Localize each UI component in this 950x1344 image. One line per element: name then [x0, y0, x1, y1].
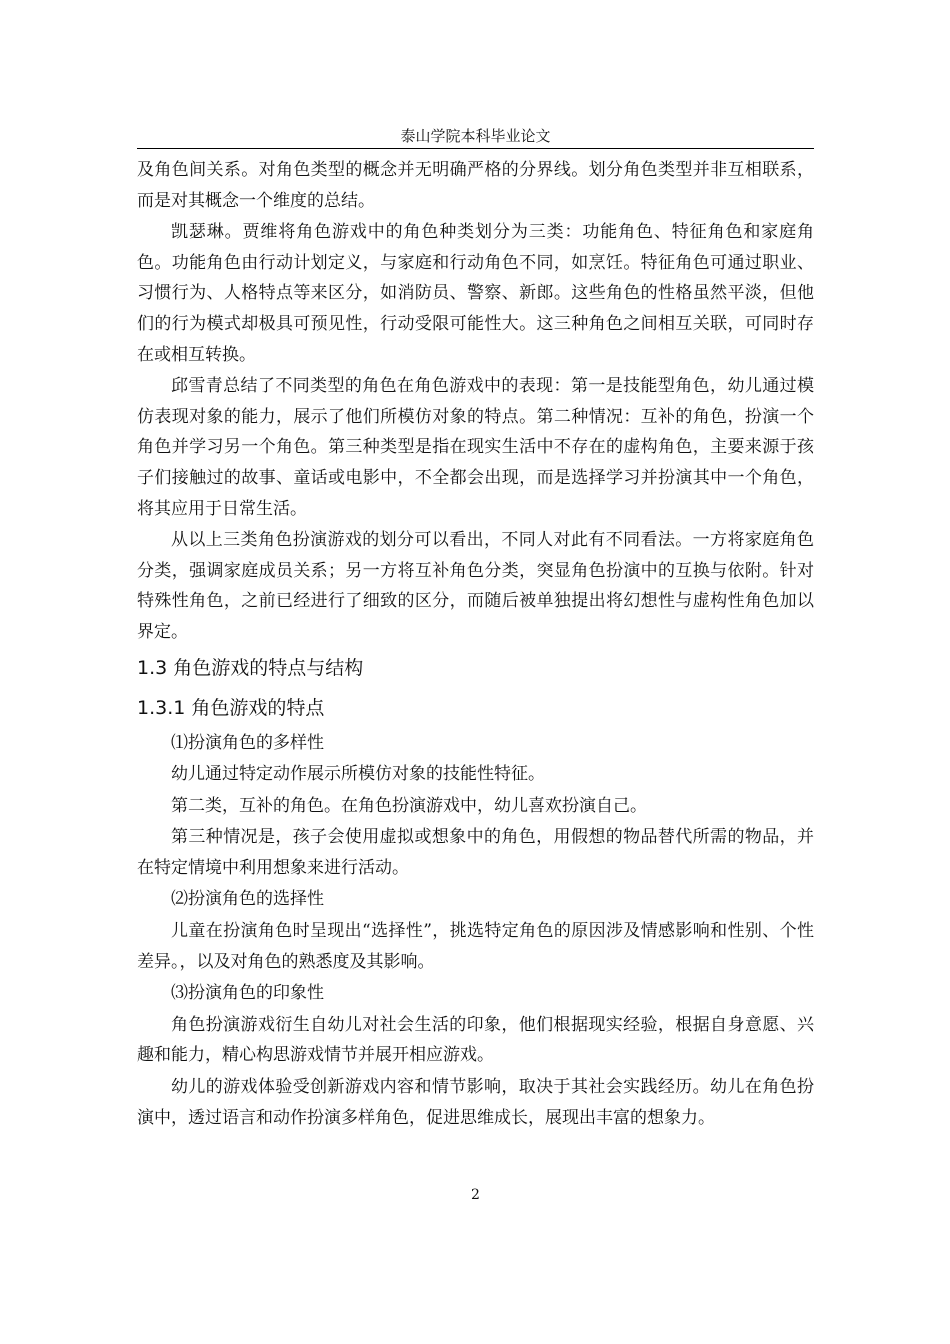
running-header: 泰山学院本科毕业论文 [400, 127, 551, 145]
paragraph-impression: 角色扮演游戏衍生自幼儿对社会生活的印象，他们根据现实经验，根据自身意愿、兴趣和能力，精心构思游戏情节并展开相应游戏。 [137, 1014, 814, 1066]
page-number: 2 [471, 1187, 480, 1203]
list-item-impression: ⑶扮演角色的印象性 [171, 983, 324, 1004]
paragraph-experience: 幼儿的游戏体验受创新游戏内容和情节影响，取决于其社会实践经历。幼儿在角色扮演中，透过语言和动作扮演多样角色，促进思维成长，展现出丰富的想象力。 [137, 1077, 814, 1128]
paragraph-selectivity: 儿童在扮演角色时呈现出“选择性”，挑选特定角色的原因涉及情感影响和性别、个性差异。，以及对角色的熟悉度及其影响。 [137, 921, 814, 972]
page-body [137, 155, 814, 1134]
paragraph-qiu-roles: 邱雪青总结了不同类型的角色在角色游戏中的表现：第一是技能型角色，幼儿通过模仿表现对象的能力，展示了他们所模仿对象的特点。第二种情况：互补的角色，扮演一个角色并学习另一个角色。第三种类型是指在现实生活中不存在的虚构角色，主要来源于孩子们接触过的故事、童话或电影中，不全都会出现，而是选择学习并扮演其中一个角色，将其应用于日常生活。 [137, 376, 814, 519]
list-item-selectivity: ⑵扮演角色的选择性 [171, 889, 324, 910]
paragraph-skill-roles: 幼儿通过特定动作展示所模仿对象的技能性特征。 [171, 764, 545, 785]
section-heading-1-3: 1.3 角色游戏的特点与结构 [137, 656, 364, 679]
paragraph-complementary-roles: 第二类，互补的角色。在角色扮演游戏中，幼儿喜欢扮演自己。 [171, 795, 647, 816]
paragraph-summary: 从以上三类角色扮演游戏的划分可以看出，不同人对此有不同看法。一方将家庭角色分类，强调家庭成员关系；另一方将互补角色分类，突显角色扮演中的互换与依附。针对特殊性角色，之前已经进行了细致的区分，而随后被单独提出将幻想性与虚构性角色加以界定。 [137, 530, 814, 642]
header-divider [137, 148, 814, 149]
subsection-heading-1-3-1: 1.3.1 角色游戏的特点 [137, 696, 325, 719]
paragraph-continuation: 及角色间关系。对角色类型的概念并无明确严格的分界线。划分角色类型并非互相联系，而是对其概念一个维度的总结。 [137, 160, 814, 211]
paragraph-imaginary-roles: 第三种情况是，孩子会使用虚拟或想象中的角色，用假想的物品替代所需的物品，并在特定情境中利用想象来进行活动。 [137, 827, 814, 878]
paragraph-jarvie-roles: 凯瑟琳。贾维将角色游戏中的角色种类划分为三类：功能角色、特征角色和家庭角色。功能角色由行动计划定义，与家庭和行动角色不同，如烹饪。特征角色可通过职业、习惯行为、人格特点等来区分，如消防员、警察、新郎。这些角色的性格虽然平淡，但他们的行为模式却极具可预见性，行动受限可能性大。这三种角色之间相互关联，可同时存在或相互转换。 [137, 222, 814, 365]
list-item-diversity: ⑴扮演角色的多样性 [171, 732, 324, 753]
